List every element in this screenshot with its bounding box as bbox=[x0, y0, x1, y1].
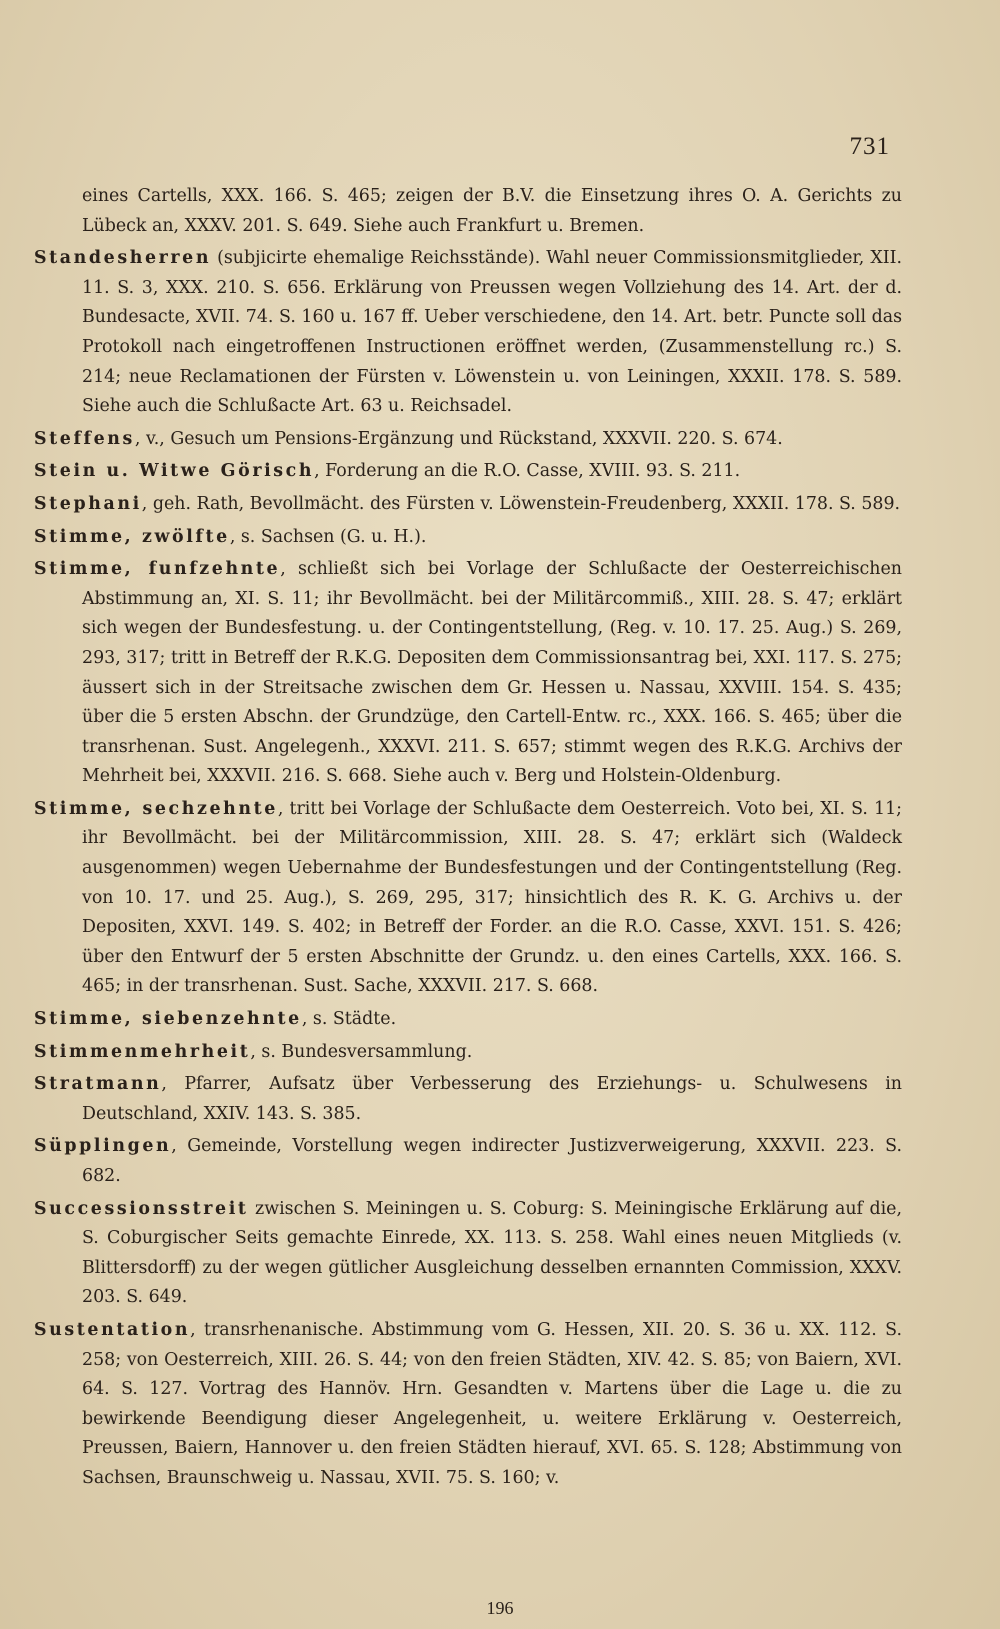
entry-text: , s. Städte. bbox=[301, 1009, 397, 1030]
index-entry bbox=[34, 523, 902, 553]
entry-text: , transrhenanische. Abstimmung vom G. Hessen, XII. 20. S. 36 u. XX. 112. S. 258; von Oesterreich, XIII. 26. S. 44; von den freien Städten, XIV. 42. S. 85; von Baiern, XVI. 64. S. 127. Vortrag des Hannöv. Hrn. Gesandten v. Martens über die Lage u. die zu bewirkende Beendigung dieser Angelegenheit, u. weitere Erklärung v. Oesterreich, Preussen, Baiern, Hannover u. den freien Städten hierauf, XVI. 65. S. 128; Abstimmung von Sachsen, Braunschweig u. Nassau, XVII. 75. S. 160; v. bbox=[82, 1319, 902, 1488]
entry-keyword: Stephani bbox=[34, 493, 142, 514]
index-entries bbox=[34, 182, 902, 1497]
entry-text: , geh. Rath, Bevollmächt. des Fürsten v. Löwenstein-Freudenberg, XXXII. 178. S. 589. bbox=[141, 493, 901, 514]
page-number: 731 bbox=[849, 133, 890, 160]
entry-keyword: Süpplingen bbox=[34, 1136, 172, 1157]
entry-keyword: Sustentation bbox=[34, 1319, 191, 1340]
index-entry bbox=[34, 1038, 902, 1068]
entry-text: eines Cartells, XXX. 166. S. 465; zeigen der B.V. die Einsetzung ihres O. A. Gerichts zu Lübeck an, XXXV. 201. S. 649. Siehe auch Frankfurt u. Bremen. bbox=[82, 186, 902, 236]
index-entry bbox=[34, 1316, 902, 1494]
entry-keyword: Successionsstreit bbox=[34, 1198, 249, 1219]
entry-text: , schließt sich bei Vorlage der Schlußacte der Oesterreichischen Abstimmung an, XI. S. 11; ihr Bevollmächt. bei der Militärcommiß., XIII. 28. S. 47; erklärt sich wegen der Bundesfestung. u. der Contingentstellung, (Reg. v. 10. 17. 25. Aug.) S. 269, 293, 317; tritt in Betreff der R.K.G. Depositen dem Commissionsantrag bei, XXI. 117. S. 275; äussert sich in der Streitsache zwischen dem Gr. Hessen u. Nassau, XXVIII. 154. S. 435; über die 5 ersten Abschn. der Grundzüge, den Cartell-Entw. rc., XXX. 166. S. 465; über die transrhenan. Sust. Angelegenh., XXXVI. 211. S. 657; stimmt wegen des R.K.G. Archivs der Mehrheit bei, XXXVII. 216. S. 668. Siehe auch v. Berg und Holstein-Oldenburg. bbox=[82, 559, 902, 787]
entry-text: (subjicirte ehemalige Reichsstände). Wahl neuer Commissionsmitglieder, XII. 11. S. 3, XXX. 210. S. 656. Erklärung von Preussen wegen Vollziehung des 14. Art. der d. Bundesacte, XVII. 74. S. 160 u. 167 ff. Ueber verschiedene, den 14. Art. betr. Puncte soll das Protokoll nach eingetroffenen Instructionen eröffnet werden, (Zusammenstellung rc.) S. 214; neue Reclamationen der Fürsten v. Löwenstein u. von Leiningen, XXXII. 178. S. 589. Siehe auch die Schlußacte Art. 63 u. Reichsadel. bbox=[82, 248, 902, 417]
index-entry bbox=[34, 490, 902, 520]
index-entry bbox=[34, 1070, 902, 1129]
index-entry bbox=[34, 1005, 902, 1035]
index-entry bbox=[34, 182, 902, 241]
entry-text: , s. Sachsen (G. u. H.). bbox=[229, 526, 427, 547]
entry-keyword: Standesherren bbox=[34, 248, 212, 269]
index-entry bbox=[34, 795, 902, 1002]
entry-text: , tritt bei Vorlage der Schlußacte dem Oesterreich. Voto bei, XI. S. 11; ihr Bevollmächt. bei der Militärcommission, XIII. 28. S. 47; erklärt sich (Waldeck ausgenommen) wegen Uebernahme der Bundesfestungen und der Contingentstellung (Reg. von 10. 17. und 25. Aug.), S. 269, 295, 317; hinsichtlich des R. K. G. Archivs u. der Depositen, XXVI. 149. S. 402; in Betreff der Forder. an die R.O. Casse, XXVI. 151. S. 426; über den Entwurf der 5 ersten Abschnitte der Grundz. u. den eines Cartells, XXX. 166. S. 465; in der transrhenan. Sust. Sache, XXXVII. 217. S. 668. bbox=[82, 798, 902, 997]
index-entry bbox=[34, 1132, 902, 1191]
index-entry bbox=[34, 555, 902, 792]
index-entry bbox=[34, 244, 902, 422]
entry-keyword: Steffens bbox=[34, 428, 135, 449]
entry-text: , s. Bundesversammlung. bbox=[250, 1041, 473, 1062]
entry-keyword: Stratmann bbox=[34, 1074, 162, 1095]
entry-keyword: Stimme, zwölfte bbox=[34, 526, 230, 547]
entry-keyword: Stimme, sechzehnte bbox=[34, 798, 278, 819]
index-entry bbox=[34, 457, 902, 487]
index-entry bbox=[34, 425, 902, 455]
entry-keyword: Stein u. Witwe Görisch bbox=[34, 461, 315, 482]
entry-text: , Forderung an die R.O. Casse, XVIII. 93. S. 211. bbox=[314, 461, 741, 482]
entry-keyword: Stimmenmehrheit bbox=[34, 1041, 251, 1062]
entry-keyword: Stimme, funfzehnte bbox=[34, 559, 281, 580]
entry-text: , v., Gesuch um Pensions-Ergänzung und Rückstand, XXXVII. 220. S. 674. bbox=[134, 428, 783, 449]
entry-keyword: Stimme, siebenzehnte bbox=[34, 1009, 302, 1030]
index-entry bbox=[34, 1195, 902, 1313]
signature-mark: 196 bbox=[486, 1598, 514, 1618]
entry-text: , Pfarrer, Aufsatz über Verbesserung des Erziehungs- u. Schulwesens in Deutschland, XXIV. 143. S. 385. bbox=[82, 1074, 902, 1124]
entry-text: zwischen S. Meiningen u. S. Coburg: S. Meiningische Erklärung auf die, S. Coburgischer Seits gemachte Einrede, XX. 113. S. 258. Wahl eines neuen Mitglieds (v. Blittersdorff) zu der wegen gütlicher Ausgleichung desselben ernannten Commission, XXXV. 203. S. 649. bbox=[82, 1198, 902, 1308]
entry-text: , Gemeinde, Vorstellung wegen indirecter Justizverweigerung, XXXVII. 223. S. 682. bbox=[82, 1136, 902, 1186]
